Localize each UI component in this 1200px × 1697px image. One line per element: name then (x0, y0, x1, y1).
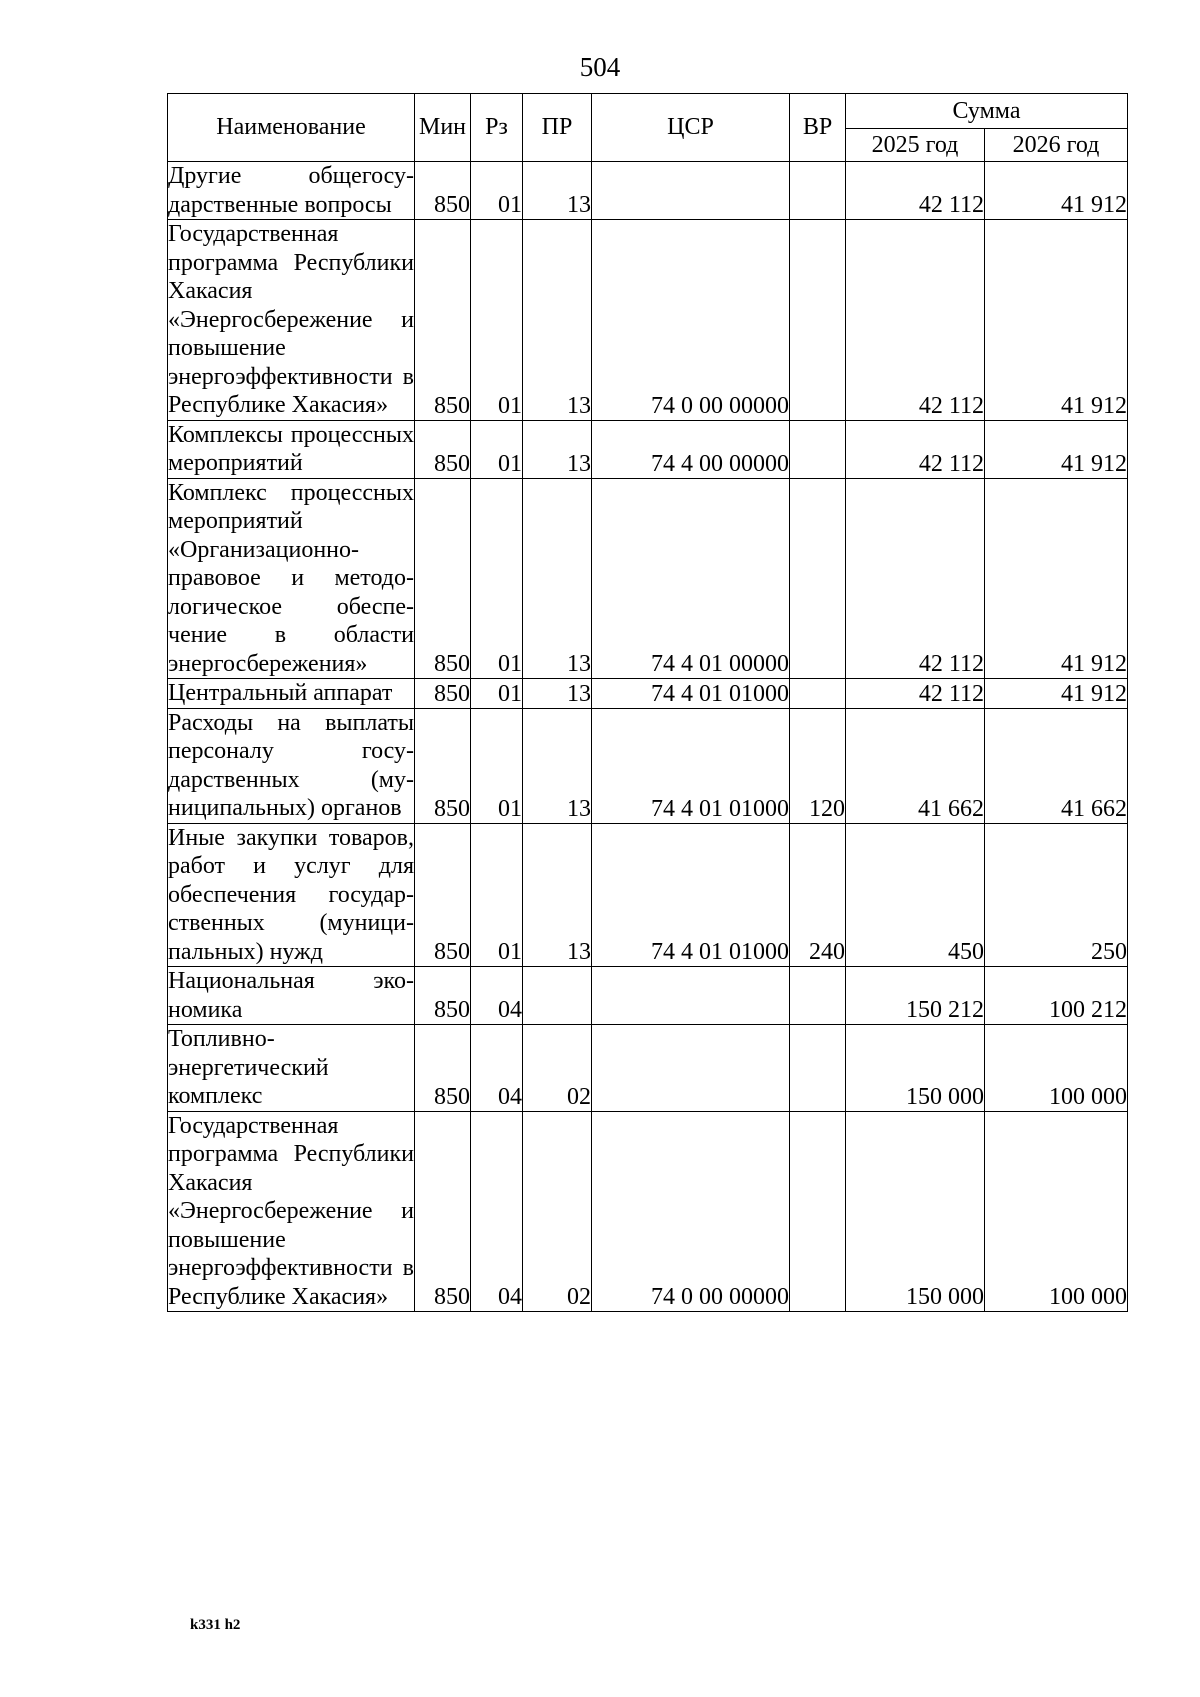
row-rz: 01 (471, 708, 523, 823)
row-rz: 04 (471, 1111, 523, 1312)
row-sum-2025: 42 112 (846, 478, 985, 679)
table-row (168, 420, 1128, 478)
row-csr: 74 0 00 00000 (592, 1111, 790, 1312)
row-rz: 04 (471, 967, 523, 1025)
budget-table (167, 93, 1128, 1312)
row-name: Государственная программа Республики Хакасия «Энергосбережение и повышение энергоэффективности в Республике Хакасия» (168, 221, 414, 418)
header-year-2025: 2025 год (846, 129, 985, 162)
row-vr (790, 162, 846, 220)
row-sum-2025: 150 000 (846, 1025, 985, 1112)
row-name: Другие общегосударственные вопросы (168, 163, 414, 218)
table-row (168, 220, 1128, 421)
row-pr: 13 (523, 420, 592, 478)
row-pr: 13 (523, 478, 592, 679)
row-sum-2026: 100 000 (985, 1111, 1128, 1312)
row-pr: 13 (523, 679, 592, 709)
row-vr (790, 967, 846, 1025)
row-vr: 240 (790, 823, 846, 967)
header-year-2026: 2026 год (985, 129, 1128, 162)
row-pr: 02 (523, 1111, 592, 1312)
row-min: 850 (415, 478, 471, 679)
table-row (168, 708, 1128, 823)
row-name: Государственная программа Республики Хакасия «Энергосбережение и повышение энергоэффективности в Республике Хакасия» (168, 1112, 414, 1310)
table-body (168, 162, 1128, 1312)
row-sum-2025: 41 662 (846, 708, 985, 823)
row-min: 850 (415, 1111, 471, 1312)
header-name: Наименование (168, 94, 415, 162)
row-min: 850 (415, 679, 471, 709)
table-row (168, 823, 1128, 967)
page-number: 504 (579, 52, 621, 82)
table-row (168, 967, 1128, 1025)
row-name: Иные закупки товаров, работ и услуг для обеспечения государственных (муниципальных) нужд (168, 824, 414, 965)
header-sum: Сумма (846, 94, 1128, 129)
row-vr (790, 220, 846, 421)
table-row (168, 679, 1128, 709)
row-sum-2026: 41 912 (985, 220, 1128, 421)
row-sum-2026: 100 000 (985, 1025, 1128, 1112)
table-row (168, 478, 1128, 679)
row-rz: 01 (471, 420, 523, 478)
row-csr (592, 967, 790, 1025)
row-sum-2025: 42 112 (846, 420, 985, 478)
row-rz: 04 (471, 1025, 523, 1112)
header-rz: Рз (471, 94, 523, 162)
table-row (168, 1025, 1128, 1112)
row-sum-2026: 41 912 (985, 420, 1128, 478)
row-sum-2025: 42 112 (846, 162, 985, 220)
row-vr (790, 1025, 846, 1112)
row-csr: 74 4 01 01000 (592, 823, 790, 967)
row-sum-2026: 41 662 (985, 708, 1128, 823)
row-rz: 01 (471, 823, 523, 967)
row-pr: 13 (523, 162, 592, 220)
row-name: Комплексы процессных мероприятий (168, 421, 414, 476)
row-sum-2026: 41 912 (985, 679, 1128, 709)
row-min: 850 (415, 1025, 471, 1112)
header-min: Мин (415, 94, 471, 162)
row-name: Центральный аппарат (168, 679, 415, 709)
footer-code: k331 h2 (190, 1617, 241, 1633)
row-rz: 01 (471, 478, 523, 679)
row-csr: 74 4 01 01000 (592, 708, 790, 823)
row-sum-2026: 41 912 (985, 478, 1128, 679)
row-csr: 74 4 01 00000 (592, 478, 790, 679)
row-name: Национальная экономика (168, 968, 414, 1023)
row-vr (790, 420, 846, 478)
row-rz: 01 (471, 220, 523, 421)
row-min: 850 (415, 823, 471, 967)
row-min: 850 (415, 420, 471, 478)
row-pr: 13 (523, 708, 592, 823)
row-min: 850 (415, 162, 471, 220)
row-rz: 01 (471, 162, 523, 220)
row-pr: 13 (523, 220, 592, 421)
row-sum-2025: 150 000 (846, 1111, 985, 1312)
row-vr (790, 679, 846, 709)
row-name: Расходы на выплаты персоналу государственных (муниципальных) органов (168, 709, 414, 821)
row-csr (592, 1025, 790, 1112)
row-pr: 13 (523, 823, 592, 967)
row-vr: 120 (790, 708, 846, 823)
row-sum-2025: 42 112 (846, 220, 985, 421)
row-name: Комплекс процессных мероприятий «Организационно-правовое и методологическое обеспечение в области энергосбережения» (168, 479, 414, 677)
row-csr (592, 162, 790, 220)
row-vr (790, 478, 846, 679)
row-sum-2025: 450 (846, 823, 985, 967)
row-csr: 74 0 00 00000 (592, 220, 790, 421)
row-sum-2026: 41 912 (985, 162, 1128, 220)
row-min: 850 (415, 967, 471, 1025)
row-csr: 74 4 00 00000 (592, 420, 790, 478)
row-rz: 01 (471, 679, 523, 709)
row-sum-2025: 150 212 (846, 967, 985, 1025)
row-sum-2026: 100 212 (985, 967, 1128, 1025)
row-pr: 02 (523, 1025, 592, 1112)
header-pr: ПР (523, 94, 592, 162)
row-sum-2026: 250 (985, 823, 1128, 967)
row-name: Топливно-энергетический комплекс (168, 1025, 415, 1112)
row-csr: 74 4 01 01000 (592, 679, 790, 709)
row-vr (790, 1111, 846, 1312)
row-min: 850 (415, 708, 471, 823)
row-pr (523, 967, 592, 1025)
table-row (168, 162, 1128, 220)
header-csr: ЦСР (592, 94, 790, 162)
row-sum-2025: 42 112 (846, 679, 985, 709)
header-vr: ВР (790, 94, 846, 162)
row-min: 850 (415, 220, 471, 421)
table-row (168, 1111, 1128, 1312)
